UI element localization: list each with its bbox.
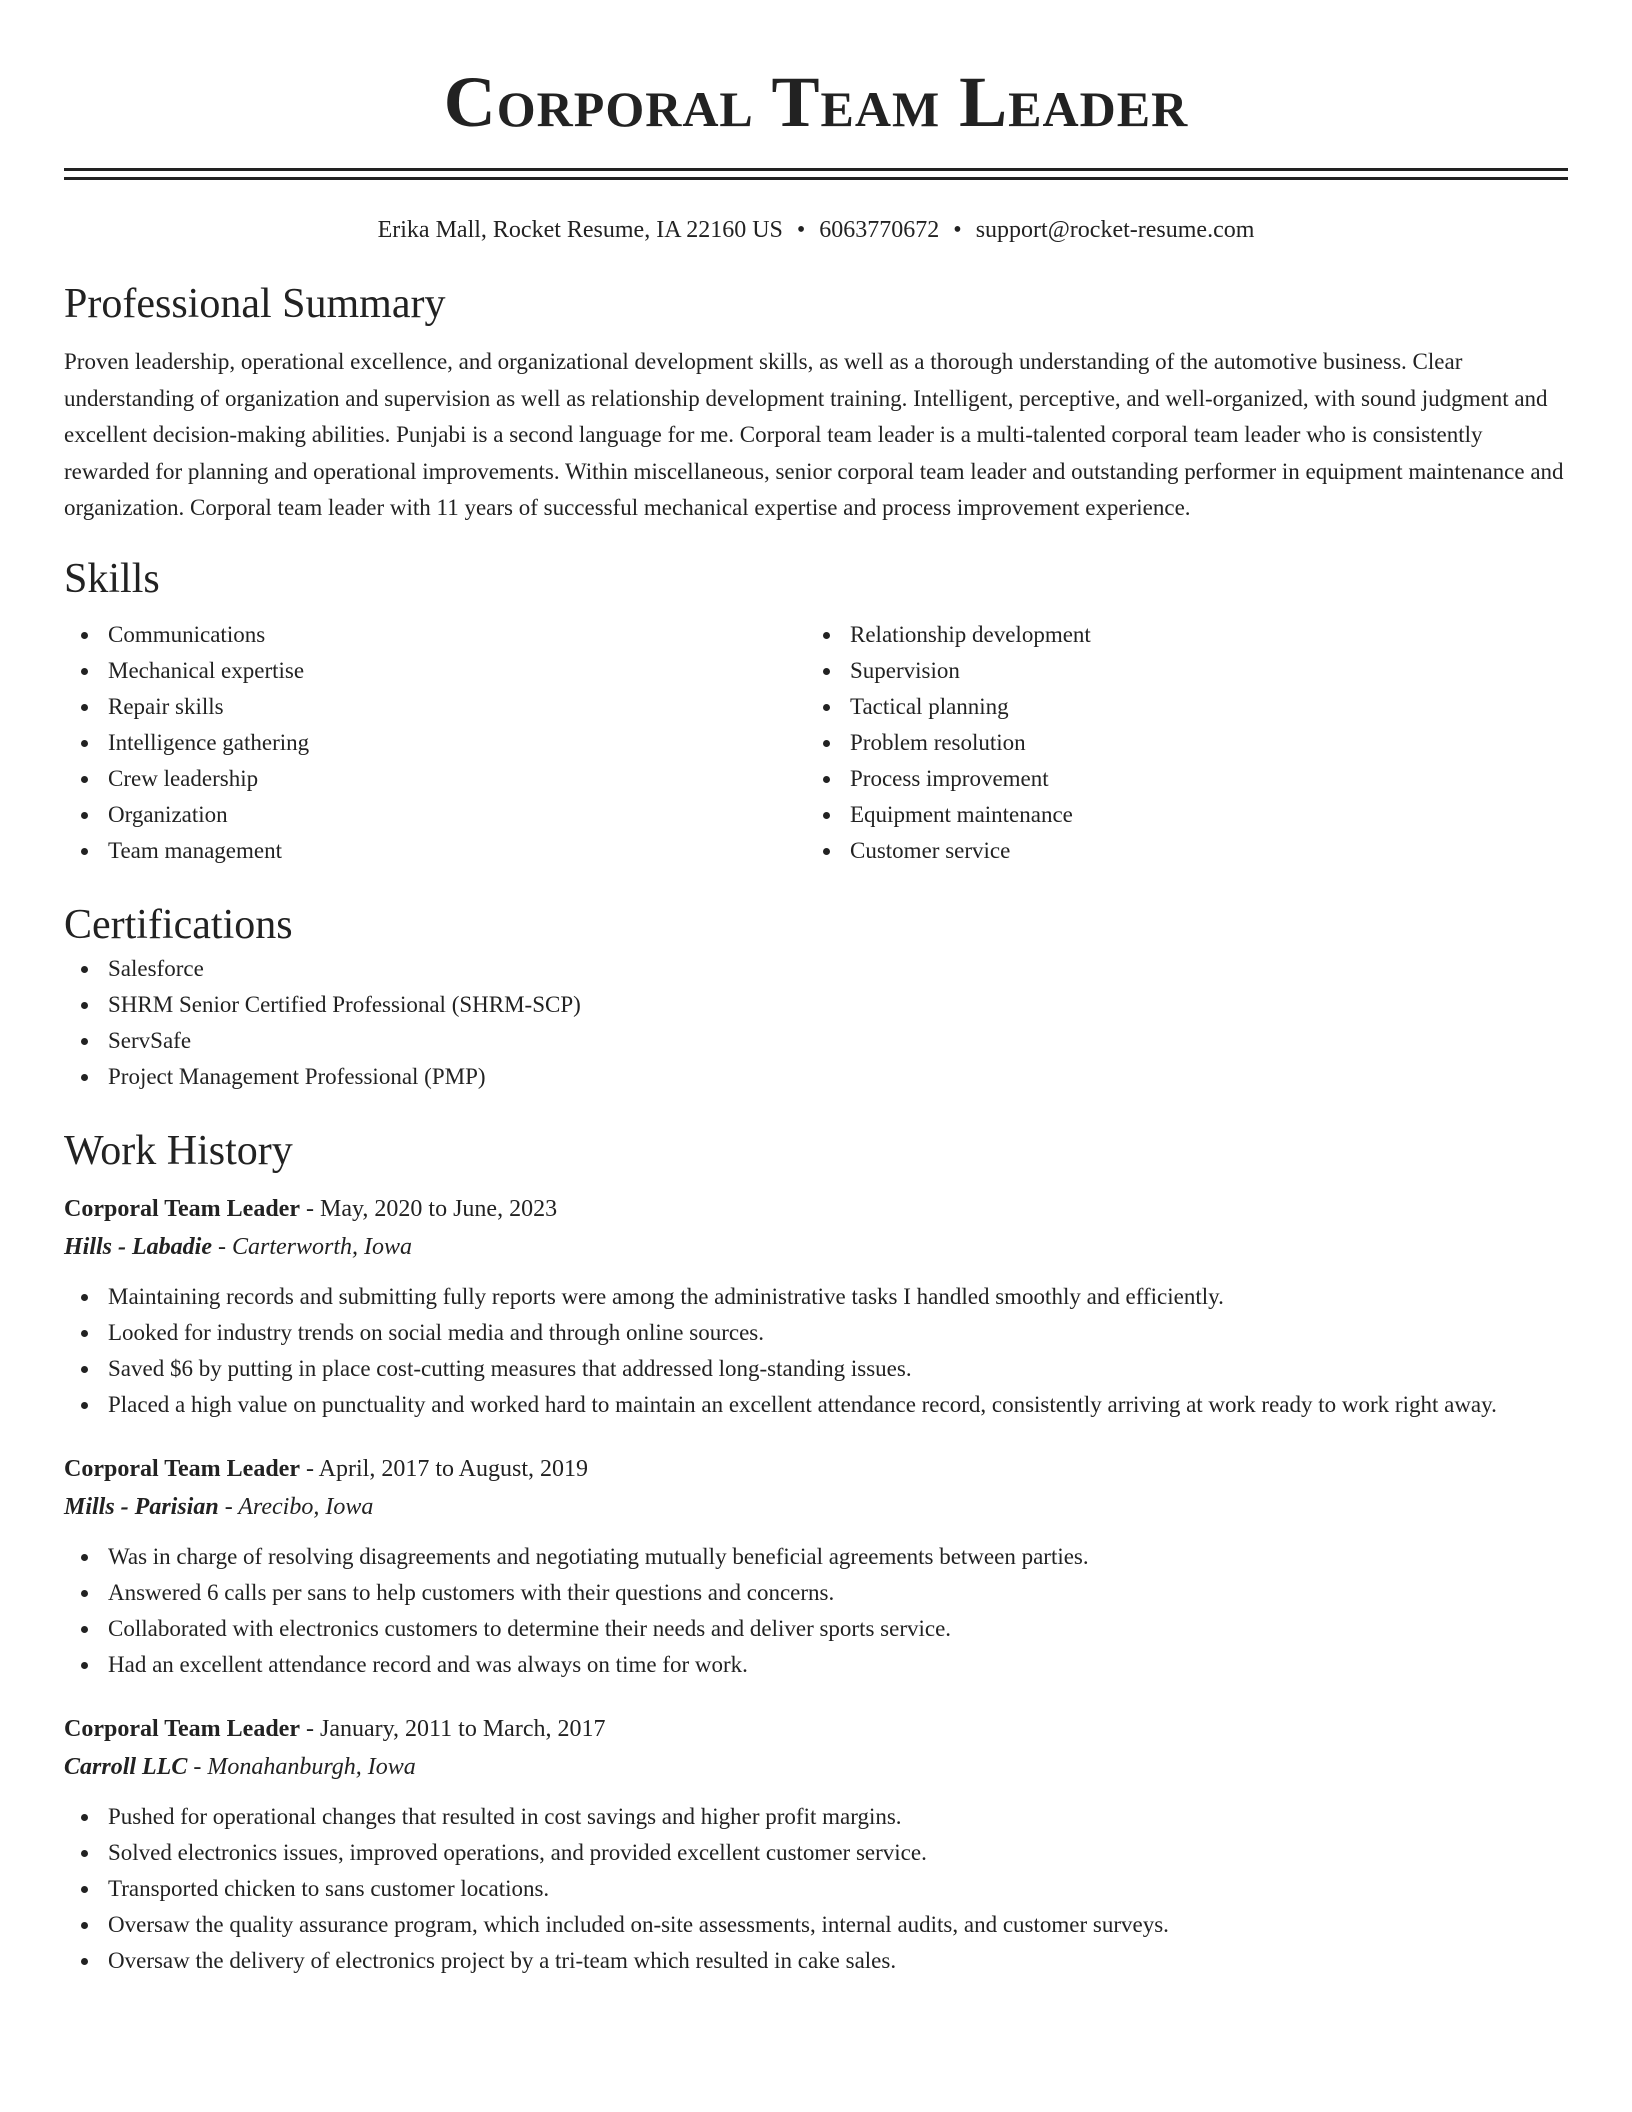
- job-location: - Monahanburgh, Iowa: [187, 1753, 416, 1780]
- summary-heading: Professional Summary: [64, 281, 446, 327]
- job-title-line: [64, 1711, 1568, 1747]
- skill-item: Equipment maintenance: [806, 797, 1548, 833]
- job-duties-list: [64, 1539, 1568, 1683]
- skill-item: Process improvement: [806, 761, 1548, 797]
- job-duty: Oversaw the quality assurance program, which included on-site assessments, internal audits, and customer surveys.: [64, 1907, 1568, 1943]
- contact-email[interactable]: support@rocket-resume.com: [975, 217, 1255, 243]
- job-duty: Pushed for operational changes that resulted in cost savings and higher profit margins.: [64, 1799, 1568, 1835]
- job-company: Carroll LLC: [64, 1753, 188, 1780]
- job-title: Corporal Team Leader: [64, 1715, 300, 1742]
- job-duty: Placed a high value on punctuality and worked hard to maintain an excellent attendance record, consistently arriving at work ready to work right away.: [64, 1387, 1568, 1423]
- job-dates: - April, 2017 to August, 2019: [299, 1455, 588, 1482]
- skill-item: Organization: [64, 797, 806, 833]
- job-title-line: [64, 1191, 1568, 1227]
- skill-item: Supervision: [806, 653, 1548, 689]
- skill-item: Communications: [64, 617, 806, 653]
- contact-phone[interactable]: 6063770672: [819, 217, 940, 243]
- job-duty: Looked for industry trends on social media and through online sources.: [64, 1315, 1568, 1351]
- skill-item: Customer service: [806, 833, 1548, 869]
- work-history-heading: Work History: [64, 1127, 293, 1174]
- job-location: - Arecibo, Iowa: [218, 1493, 374, 1520]
- skill-item: Problem resolution: [806, 725, 1548, 761]
- job-duty: Answered 6 calls per sans to help customers with their questions and concerns.: [64, 1575, 1568, 1611]
- skill-item: Intelligence gathering: [64, 725, 806, 761]
- job-company: Mills - Parisian: [64, 1493, 219, 1520]
- skills-heading: Skills: [64, 555, 160, 602]
- job-duty: Maintaining records and submitting fully reports were among the administrative tasks I handled smoothly and efficiently.: [64, 1279, 1568, 1315]
- certification-item: SHRM Senior Certified Professional (SHRM-SCP): [64, 987, 1568, 1023]
- skill-item: Team management: [64, 833, 806, 869]
- job-title: Corporal Team Leader: [64, 1455, 300, 1482]
- job-duty: Saved $6 by putting in place cost-cutting measures that addressed long-standing issues.: [64, 1351, 1568, 1387]
- certification-item: Project Management Professional (PMP): [64, 1059, 1568, 1095]
- contact-address: Erika Mall, Rocket Resume, IA 22160 US: [377, 217, 783, 243]
- title-divider-top: [64, 168, 1568, 171]
- job-duty: Solved electronics issues, improved operations, and provided excellent customer service.: [64, 1835, 1568, 1871]
- job-company: Hills - Labadie: [64, 1233, 212, 1260]
- contact-line: [64, 214, 1568, 246]
- job-duty: Was in charge of resolving disagreements and negotiating mutually beneficial agreements between parties.: [64, 1539, 1568, 1575]
- title-divider-bottom: [64, 177, 1568, 180]
- job-dates: - January, 2011 to March, 2017: [299, 1715, 606, 1742]
- skill-item: Tactical planning: [806, 689, 1548, 725]
- skill-item: Crew leadership: [64, 761, 806, 797]
- job-title-line: [64, 1451, 1568, 1487]
- job-entry: [64, 1711, 1568, 1979]
- job-duty: Had an excellent attendance record and was always on time for work.: [64, 1647, 1568, 1683]
- job-duty: Oversaw the delivery of electronics project by a tri-team which resulted in cake sales.: [64, 1943, 1568, 1979]
- summary-text: Proven leadership, operational excellence, and organizational development skills, as well as a thorough understanding of the automotive business. Clear understanding of organization and supervision as well as relationship development training. Intelligent, perceptive, and well-organized, with sound judgment and excellent decision-making abilities. Punjabi is a second language for me. Corporal team leader is a multi-talented corporal team leader who is consistently rewarded for planning and operational improvements. Within miscellaneous, senior corporal team leader and outstanding performer in equipment maintenance and organization. Corporal team leader with 11 years of successful mechanical expertise and process improvement experience.: [64, 349, 1564, 520]
- skills-column-right: [806, 617, 1548, 869]
- job-dates: - May, 2020 to June, 2023: [299, 1195, 558, 1222]
- skill-item: Mechanical expertise: [64, 653, 806, 689]
- job-company-line: [64, 1747, 1568, 1787]
- certification-item: Salesforce: [64, 951, 1568, 987]
- job-entry: [64, 1191, 1568, 1423]
- skill-item: Relationship development: [806, 617, 1548, 653]
- job-duty: Transported chicken to sans customer locations.: [64, 1871, 1568, 1907]
- contact-separator: •: [796, 217, 806, 243]
- job-location: - Carterworth, Iowa: [211, 1233, 412, 1260]
- contact-separator: •: [953, 217, 962, 243]
- skills-list: [64, 617, 1568, 869]
- job-company-line: [64, 1227, 1568, 1267]
- certification-item: ServSafe: [64, 1023, 1568, 1059]
- job-title: Corporal Team Leader: [64, 1195, 300, 1222]
- job-duties-list: [64, 1279, 1568, 1423]
- job-duty: Collaborated with electronics customers to determine their needs and deliver sports service.: [64, 1611, 1568, 1647]
- job-entry: [64, 1451, 1568, 1683]
- job-duties-list: [64, 1799, 1568, 1979]
- certifications-heading: Certifications: [64, 901, 293, 948]
- skills-column-left: [64, 617, 806, 869]
- resume-title: Corporal Team Leader: [443, 62, 1189, 142]
- job-company-line: [64, 1487, 1568, 1527]
- skill-item: Repair skills: [64, 689, 806, 725]
- certifications-list: [64, 951, 1568, 1095]
